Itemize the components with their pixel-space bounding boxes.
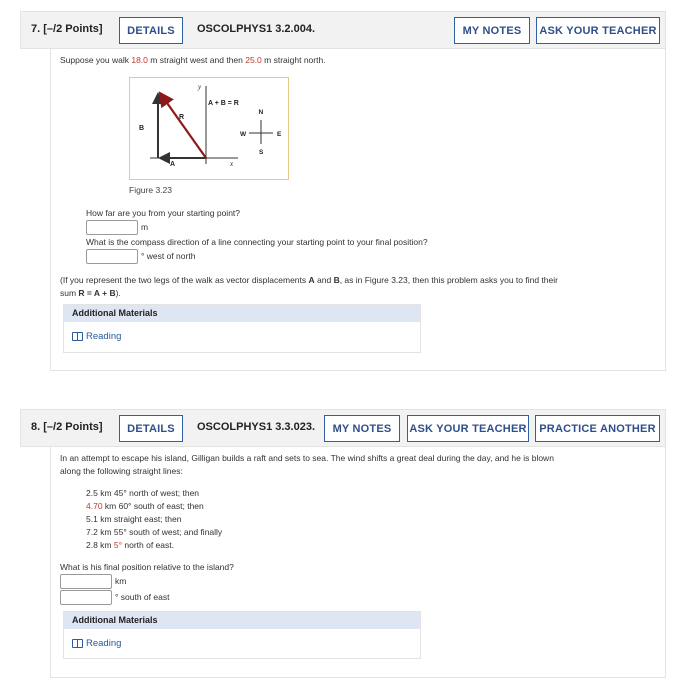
- practice-another-button[interactable]: PRACTICE ANOTHER: [535, 415, 660, 442]
- additional-materials-title: Additional Materials: [64, 305, 420, 322]
- question-7-id: OSCOLPHYS1 3.2.004.: [197, 23, 315, 35]
- details-button[interactable]: DETAILS: [119, 415, 183, 442]
- position-distance-unit: km: [115, 576, 127, 586]
- leg-item: 2.8 km 5° north of east.: [86, 540, 174, 550]
- part1-question: How far are you from your starting point?: [86, 208, 241, 218]
- position-angle-input[interactable]: [60, 590, 112, 605]
- leg-list: [86, 487, 222, 552]
- figure-caption: Figure 3.23: [129, 185, 172, 195]
- question-8-prompt: What is his final position relative to the island?: [60, 562, 234, 572]
- label-x: x: [230, 160, 234, 168]
- leg-item: 4.70 km 60° south of east; then: [86, 501, 204, 511]
- ask-your-teacher-button[interactable]: ASK YOUR TEACHER: [407, 415, 529, 442]
- label-sum: A + B = R: [208, 100, 239, 107]
- question-7-header: [20, 11, 666, 49]
- my-notes-button[interactable]: MY NOTES: [324, 415, 400, 442]
- leg-item: 2.5 km 45° north of west; then: [86, 488, 200, 498]
- part2-question: What is the compass direction of a line connecting your starting point to your final position?: [86, 237, 428, 247]
- reading-link[interactable]: Reading: [72, 638, 121, 649]
- question-7-note: (If you represent the two legs of the walk as vector displacements A and B, as in Figure 3.23, then this problem asks you to find their sum R = A + B).: [60, 275, 558, 298]
- additional-materials-title: Additional Materials: [64, 612, 420, 629]
- details-button[interactable]: DETAILS: [119, 17, 183, 44]
- label-a: A: [170, 161, 176, 168]
- label-y: y: [198, 83, 202, 91]
- svg-text:N: N: [258, 109, 264, 116]
- distance-input[interactable]: [86, 220, 138, 235]
- question-8-header: [20, 409, 666, 447]
- compass-icon: [240, 109, 282, 156]
- additional-materials-panel: [63, 611, 421, 659]
- svg-text:W: W: [240, 131, 247, 138]
- reading-link[interactable]: Reading: [72, 331, 121, 342]
- distance-unit: m: [141, 222, 149, 232]
- additional-materials-panel: [63, 304, 421, 353]
- figure-3-23: [129, 77, 289, 180]
- leg-item: 5.1 km straight east; then: [86, 514, 182, 524]
- question-7-points: 7. [–/2 Points]: [31, 23, 103, 35]
- direction-unit: ° west of north: [141, 251, 196, 261]
- question-7-intro: Suppose you walk 18.0 m straight west and then 25.0 m straight north.: [60, 55, 326, 65]
- vector-r: [160, 93, 206, 158]
- position-distance-input[interactable]: [60, 574, 112, 589]
- svg-text:S: S: [259, 149, 264, 156]
- ask-your-teacher-button[interactable]: ASK YOUR TEACHER: [536, 17, 660, 44]
- question-8-id: OSCOLPHYS1 3.3.023.: [197, 421, 315, 433]
- label-r: R: [179, 114, 185, 121]
- leg-item: 7.2 km 55° south of west; and finally: [86, 527, 223, 537]
- my-notes-button[interactable]: MY NOTES: [454, 17, 530, 44]
- vector-diagram: [130, 78, 290, 181]
- book-icon: [72, 639, 83, 648]
- position-angle-unit: ° south of east: [115, 592, 170, 602]
- svg-text:E: E: [277, 131, 282, 138]
- direction-input[interactable]: [86, 249, 138, 264]
- question-8-intro: In an attempt to escape his island, Gilligan builds a raft and sets to sea. The wind shifts a great deal during the day, and he is blown along the following straight lines:: [60, 453, 554, 476]
- question-8-points: 8. [–/2 Points]: [31, 421, 103, 433]
- book-icon: [72, 332, 83, 341]
- label-b: B: [139, 125, 145, 132]
